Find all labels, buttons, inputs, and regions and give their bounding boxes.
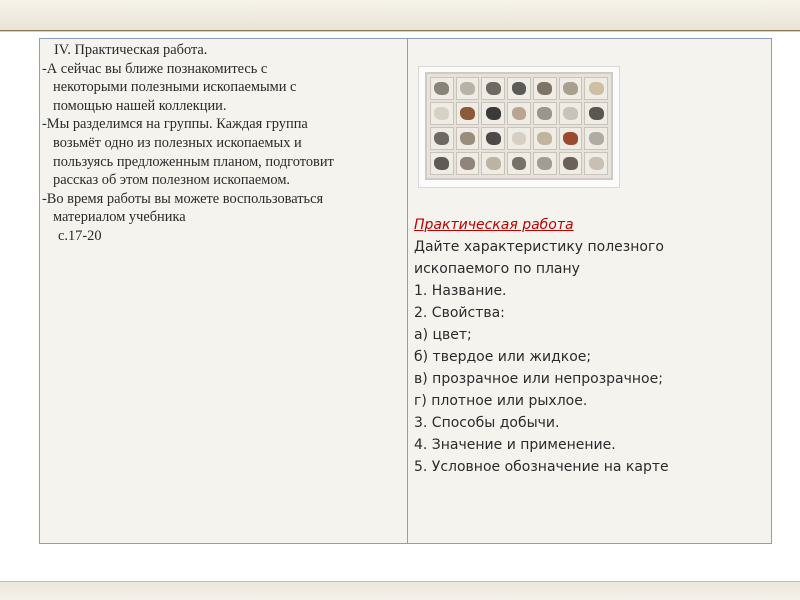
rock-specimen bbox=[589, 157, 604, 170]
mineral-sample bbox=[481, 102, 505, 125]
rock-specimen bbox=[537, 82, 552, 95]
rock-specimen bbox=[589, 82, 604, 95]
rock-specimen bbox=[512, 132, 527, 145]
plan-intro: ископаемого по плану bbox=[414, 261, 580, 277]
rock-specimen bbox=[486, 157, 501, 170]
mineral-sample bbox=[456, 77, 480, 100]
mineral-sample bbox=[481, 77, 505, 100]
mineral-sample bbox=[559, 102, 583, 125]
plan-item: 1. Название. bbox=[414, 283, 507, 299]
plan-item: 2. Свойства: bbox=[414, 305, 505, 321]
mineral-sample bbox=[430, 152, 454, 175]
mineral-sample bbox=[559, 77, 583, 100]
rock-specimen bbox=[434, 107, 449, 120]
mineral-sample bbox=[584, 127, 608, 150]
text-line: некоторыми полезными ископаемыми с bbox=[53, 79, 297, 96]
rock-specimen bbox=[486, 82, 501, 95]
mineral-sample bbox=[481, 152, 505, 175]
plan-subitem: б) твердое или жидкое; bbox=[414, 349, 592, 365]
mineral-sample bbox=[533, 77, 557, 100]
text-line: помощью нашей коллекции. bbox=[53, 97, 227, 114]
plan-subitem: в) прозрачное или непрозрачное; bbox=[414, 371, 663, 387]
plan-intro: Дайте характеристику полезного bbox=[414, 239, 664, 255]
plan-subitem: а) цвет; bbox=[414, 327, 472, 343]
text-line: рассказ об этом полезном ископаемом. bbox=[53, 172, 291, 189]
rock-specimen bbox=[589, 107, 604, 120]
rock-specimen bbox=[589, 132, 604, 145]
rock-specimen bbox=[460, 157, 475, 170]
mineral-sample bbox=[481, 127, 505, 150]
rock-specimen bbox=[537, 132, 552, 145]
plan-item: 5. Условное обозначение на карте bbox=[414, 459, 669, 475]
mineral-sample bbox=[507, 102, 531, 125]
mineral-sample bbox=[430, 77, 454, 100]
rock-specimen bbox=[434, 82, 449, 95]
rock-specimen bbox=[434, 132, 449, 145]
rock-specimen bbox=[512, 82, 527, 95]
section-heading: IV. Практическая работа. bbox=[54, 42, 208, 58]
content-table bbox=[39, 38, 772, 544]
mineral-sample bbox=[430, 102, 454, 125]
mineral-sample bbox=[456, 102, 480, 125]
mineral-sample bbox=[533, 152, 557, 175]
plan-item: 4. Значение и применение. bbox=[414, 437, 616, 453]
rock-specimen bbox=[460, 82, 475, 95]
mineral-sample bbox=[507, 77, 531, 100]
rock-specimen bbox=[486, 132, 501, 145]
slide-bottom-band bbox=[0, 582, 800, 600]
plan-cell bbox=[408, 39, 771, 543]
text-line: возьмёт одно из полезных ископаемых и bbox=[53, 134, 302, 151]
plan-title: Практическая работа bbox=[414, 217, 574, 233]
mineral-sample bbox=[559, 127, 583, 150]
mineral-sample bbox=[559, 152, 583, 175]
top-divider-line-light bbox=[0, 31, 800, 32]
lesson-text-cell bbox=[40, 39, 407, 543]
mineral-sample bbox=[533, 102, 557, 125]
rock-specimen bbox=[563, 157, 578, 170]
mineral-sample bbox=[456, 152, 480, 175]
rock-specimen bbox=[563, 132, 578, 145]
mineral-sample bbox=[584, 102, 608, 125]
text-line: -Мы разделимся на группы. Каждая группа bbox=[42, 116, 308, 133]
characteristic-plan bbox=[414, 214, 669, 478]
plan-item: 3. Способы добычи. bbox=[414, 415, 560, 431]
rock-specimen bbox=[537, 107, 552, 120]
plan-subitem: г) плотное или рыхлое. bbox=[414, 393, 588, 409]
mineral-sample bbox=[507, 152, 531, 175]
mineral-sample bbox=[584, 152, 608, 175]
rock-specimen bbox=[512, 157, 527, 170]
slide-top-band bbox=[0, 0, 800, 30]
rock-specimen bbox=[563, 107, 578, 120]
mineral-collection-photo bbox=[418, 66, 620, 188]
mineral-sample bbox=[456, 127, 480, 150]
mineral-tray bbox=[425, 72, 613, 180]
page-reference: с.17-20 bbox=[58, 227, 102, 244]
text-line: пользуясь предложенным планом, подготовит bbox=[53, 153, 334, 170]
mineral-sample bbox=[430, 127, 454, 150]
text-line: материалом учебника bbox=[53, 209, 186, 226]
mineral-sample bbox=[584, 77, 608, 100]
rock-specimen bbox=[537, 157, 552, 170]
rock-specimen bbox=[460, 107, 475, 120]
rock-specimen bbox=[486, 107, 501, 120]
text-line: -А сейчас вы ближе познакомитесь с bbox=[42, 60, 268, 77]
rock-specimen bbox=[434, 157, 449, 170]
rock-specimen bbox=[563, 82, 578, 95]
text-line: -Во время работы вы можете воспользоваться bbox=[42, 190, 324, 207]
mineral-sample bbox=[507, 127, 531, 150]
rock-specimen bbox=[460, 132, 475, 145]
rock-specimen bbox=[512, 107, 527, 120]
mineral-sample bbox=[533, 127, 557, 150]
